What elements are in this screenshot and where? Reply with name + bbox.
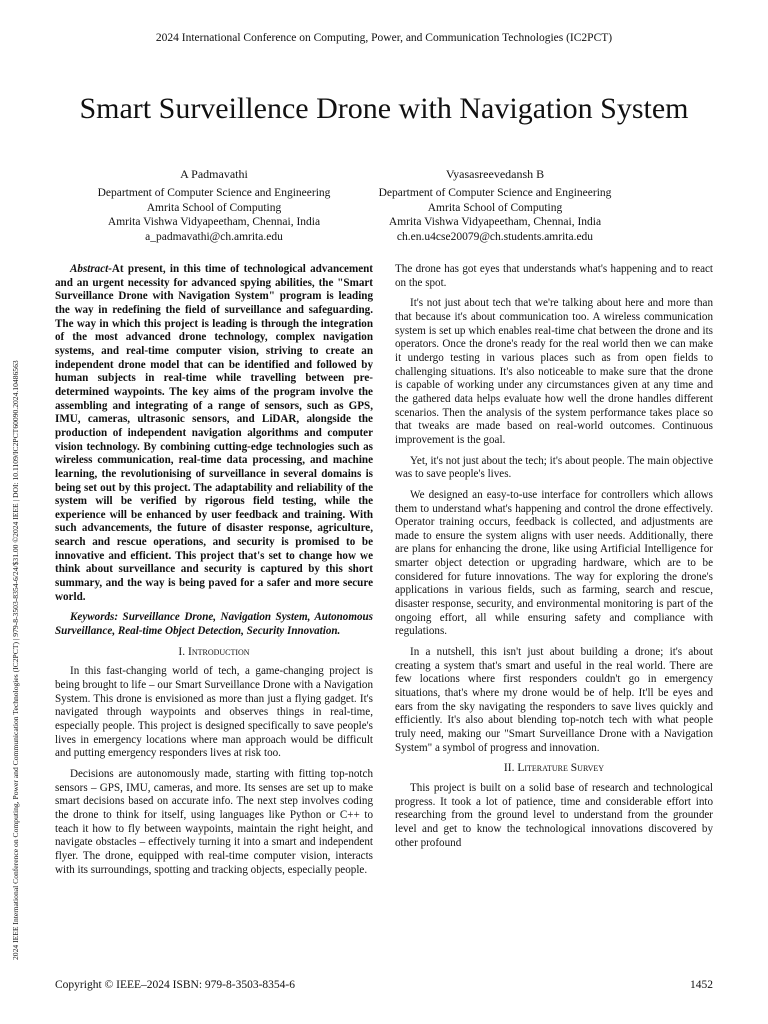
abstract-text: At present, in this time of technological advancement and an urgent necessity for advanced spying abilities, the "Smart Surveillance Drone with Navigation System" program is leading the way in redefining the field of surveillance and safeguarding. The way in which this project is leading is through the integration of the most advanced drone technology, complex navigation systems, and real-time computer vision, striving to create an independent drone model that can be identified and followed by human subjects in real-time while travelling between pre-determined waypoints. The key aims of the program involve the assembling and integrating of a range of sensors, such as GPS, IMU, cameras, ultrasonic sensors, and LiDAR, alongside the production of independent navigation algorithms and computer vision technology. By combining cutting-edge technologies such as wireless communication, real-time data processing, and machine learning, the revolutionising of surveillance in several domains is being set out by this project. The adaptability and reliability of the system will be verified by rigorous field testing, while the experience will be enhanced by user feedback and training. With such advancements, the future of disaster response, agriculture, search and rescue operations, and security is promised to be innovative and efficient. This project that's set to change how we think about surveillance and security is captured by this short summary, and the way is being paved for a safer and more secure world. [55, 263, 373, 603]
abstract [55, 263, 373, 604]
author-university: Amrita Vishwa Vidyapeetham, Chennai, India [107, 216, 321, 229]
author-dept: Department of Computer Science and Engineering [97, 186, 331, 199]
paragraph: In this fast-changing world of tech, a game-changing project is being brought to life – our Smart Surveillance Drone with a Navigation System. This drone is envisioned as more than just a flying gadget. It's navigated through waypoints and observes things in real-time, especially people. This project is designed specifically to save people's lives in emergency locations where man approach would be difficult and putting emergency responders lives at risk too. [55, 665, 373, 760]
author-email: a_padmavathi@ch.amrita.edu [145, 231, 283, 244]
paragraph: We designed an easy-to-use interface for controllers which allows them to understand what's happening and control the drone effectively. Operator training occurs, feedback is collected, and adjustments are made to ensure the system aligns with user needs. Additionally, there are plans for enhancing the drone, like using Artificial Intelligence for smarter object detection or upgrading hardware, which are to be considered for future innovations. The way for exploring the drone's applications in various fields, such as farming, search and rescue, disaster response, security, and environmental monitoring is part of the ongoing effort, all while ensuring safety and compliance with regulations. [395, 488, 713, 638]
paper-title: Smart Surveillence Drone with Navigation System [79, 92, 689, 125]
author-block-1 [55, 167, 373, 245]
author-email: ch.en.u4cse20079@ch.students.amrita.edu [396, 231, 594, 244]
page-number: 1452 [690, 979, 713, 991]
footer-copyright: Copyright © IEEE–2024 ISBN: 979-8-3503-8354-6 [55, 979, 295, 991]
paragraph: This project is built on a solid base of research and technological progress. It took a lot of patience, time and considerable effort into researching from the ground level to understand from the grounder level and get to know the technological innovations discovered by other profound [395, 781, 713, 849]
left-column [55, 263, 373, 884]
author-school: Amrita School of Computing [146, 201, 282, 214]
paragraph: The drone has got eyes that understands what's happening and to react on the spot. [395, 263, 713, 289]
author-dept: Department of Computer Science and Engineering [378, 186, 612, 199]
paragraph: Yet, it's not just about the tech; it's about people. The main objective was to save people's lives. [395, 454, 713, 481]
abstract-label: Abstract- [70, 263, 112, 275]
paragraph: Decisions are autonomously made, starting with fitting top-notch sensors – GPS, IMU, cameras, and more. Its senses are set up to make smart decisions based on accurate info. The next step involves coding the drone to think for itself, using languages like Python or C++ to teach it how to fly between waypoints, maintain the right height, and navigate obstacles – effectively turning it into a smart and independent flyer. The drone, equipped with real-time computer vision, interacts with its surroundings, spotting and tracking objects, especially people. [55, 767, 373, 876]
author-name: Vyasasreevedansh B [445, 167, 545, 181]
author-university: Amrita Vishwa Vidyapeetham, Chennai, India [388, 216, 602, 229]
paragraph: In a nutshell, this isn't just about building a drone; it's about creating a system that's smart and useful in the real world. There are few locations where first responders couldn't go in emergency situations, that's where my drone would be of help. It'll be eyes and ears from the sky navigating the responders to save lives quickly and efficiently. It's also about blending top-notch tech with what people truly need, making our "Smart Surveillance Drone with a Navigation System" a symbol of progress and innovation. [395, 646, 713, 754]
author-school: Amrita School of Computing [427, 201, 563, 214]
section-heading-introduction: I. Introduction [178, 645, 250, 658]
keywords: Keywords: Surveillance Drone, Navigation System, Autonomous Surveillance, Real-time Object Detection, Security Innovation. [55, 611, 373, 638]
right-column [395, 263, 713, 857]
section-heading-literature-survey: II. Literature Survey [503, 762, 605, 775]
paragraph: It's not just about tech that we're talking about here and more than that because it's about communication too. A wireless communication system is set up which enables real-time chat between the drone and its operators. Once the drone's ready for the real world then we can make it undergo testing in various places such as from open fields to challenging situations. It's also noticeable to make sure that the drone is capable of working under any circumstances given at any time and the gathered data helps evaluate how well the drone handles different scenarios. Then the analysis of the system performance takes place so that tweaks are made based on real-world outcomes. Continuous improvement is the goal. [395, 297, 713, 446]
author-block-2 [345, 167, 645, 245]
sidebar-citation: 2024 IEEE International Conference on Computing, Power and Communication Technologies (IC2PCT) | 979-8-3503-8354-6/24/$31.00 ©2024 IEEE | DOI: 10.1109/IC2PCT60090.2024.10486563 [11, 360, 20, 960]
author-name: A Padmavathi [180, 167, 248, 181]
conference-header: 2024 International Conference on Computing, Power, and Communication Technologies (IC2PCT) [155, 32, 613, 44]
